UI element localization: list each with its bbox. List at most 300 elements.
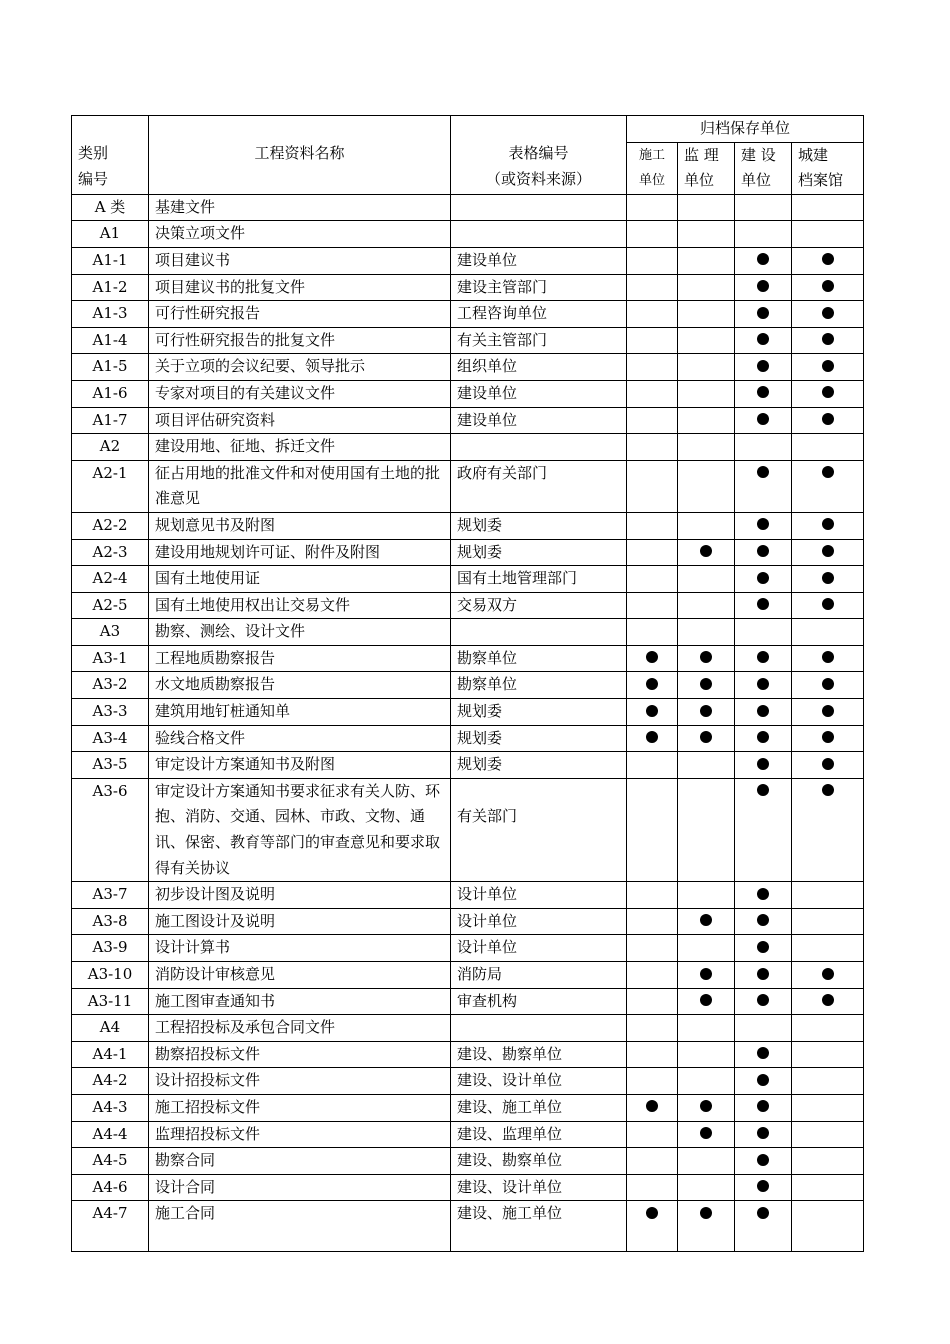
unit-header-owner xyxy=(735,142,792,194)
unit-header-construction-line1: 施工 xyxy=(638,147,665,163)
row-name: 规划意见书及附图 xyxy=(149,512,451,539)
mark-cell-construction xyxy=(627,672,678,699)
table-header xyxy=(72,116,864,195)
row-code: A1-7 xyxy=(72,407,149,434)
row-name: 勘察、测绘、设计文件 xyxy=(149,619,451,646)
filled-circle-icon xyxy=(822,968,834,980)
mark-cell-construction xyxy=(627,247,678,274)
row-name: 设计计算书 xyxy=(149,935,451,962)
mark-cell-construction xyxy=(627,645,678,672)
row-name: 施工图设计及说明 xyxy=(149,908,451,935)
mark-cell-city-archive xyxy=(792,988,864,1015)
row-name: 建设用地规划许可证、附件及附图 xyxy=(149,539,451,566)
filled-circle-icon xyxy=(757,1074,769,1086)
table-row xyxy=(72,882,864,909)
row-source xyxy=(451,221,627,248)
mark-cell-city-archive xyxy=(792,1201,864,1252)
mark-cell-construction xyxy=(627,725,678,752)
row-name: 国有土地使用证 xyxy=(149,566,451,593)
mark-cell-city-archive xyxy=(792,962,864,989)
filled-circle-icon xyxy=(822,466,834,478)
row-source: 国有土地管理部门 xyxy=(451,566,627,593)
mark-cell-city-archive xyxy=(792,301,864,328)
mark-cell-supervision xyxy=(678,460,735,512)
mark-cell-supervision xyxy=(678,619,735,646)
mark-cell-construction xyxy=(627,539,678,566)
filled-circle-icon xyxy=(757,1207,769,1219)
row-name: 审定设计方案通知书要求征求有关人防、环抱、消防、交通、园林、市政、文物、通讯、保密、教育等部门的审查意见和要求取得有关协议 xyxy=(149,778,451,881)
filled-circle-icon xyxy=(757,651,769,663)
form-no-header-line1: 表格编号 xyxy=(508,144,569,162)
mark-cell-supervision xyxy=(678,512,735,539)
mark-cell-supervision xyxy=(678,566,735,593)
mark-cell-city-archive xyxy=(792,539,864,566)
row-code: A4-1 xyxy=(72,1041,149,1068)
row-code: A3-7 xyxy=(72,882,149,909)
table-row xyxy=(72,407,864,434)
mark-cell-construction xyxy=(627,1148,678,1175)
filled-circle-icon xyxy=(757,994,769,1006)
filled-circle-icon xyxy=(700,1100,712,1112)
row-code: A3-8 xyxy=(72,908,149,935)
filled-circle-icon xyxy=(757,1100,769,1112)
filled-circle-icon xyxy=(757,333,769,345)
mark-cell-city-archive xyxy=(792,778,864,881)
mark-cell-owner xyxy=(735,194,792,221)
mark-cell-construction xyxy=(627,434,678,461)
row-source xyxy=(451,194,627,221)
unit-header-city-archive-line1: 城建 xyxy=(798,145,829,164)
filled-circle-icon xyxy=(757,731,769,743)
mark-cell-construction xyxy=(627,619,678,646)
mark-cell-supervision xyxy=(678,1094,735,1121)
table-row xyxy=(72,460,864,512)
mark-cell-construction xyxy=(627,1094,678,1121)
row-source: 规划委 xyxy=(451,699,627,726)
mark-cell-construction xyxy=(627,988,678,1015)
row-source: 建设单位 xyxy=(451,380,627,407)
filled-circle-icon xyxy=(822,413,834,425)
mark-cell-supervision xyxy=(678,908,735,935)
unit-header-supervision-line2: 单位 xyxy=(684,171,715,190)
mark-cell-city-archive xyxy=(792,619,864,646)
mark-cell-construction xyxy=(627,908,678,935)
row-name: 施工图审查通知书 xyxy=(149,988,451,1015)
mark-cell-owner xyxy=(735,1041,792,1068)
row-source: 设计单位 xyxy=(451,908,627,935)
mark-cell-construction xyxy=(627,354,678,381)
mark-cell-city-archive xyxy=(792,1174,864,1201)
mark-cell-construction xyxy=(627,1041,678,1068)
table-body xyxy=(72,194,864,1252)
mark-cell-supervision xyxy=(678,1068,735,1095)
row-name: 建设用地、征地、拆迁文件 xyxy=(149,434,451,461)
mark-cell-supervision xyxy=(678,539,735,566)
row-code: A4-5 xyxy=(72,1148,149,1175)
mark-cell-supervision xyxy=(678,935,735,962)
row-name: 勘察合同 xyxy=(149,1148,451,1175)
row-code: A4-3 xyxy=(72,1094,149,1121)
row-source: 设计单位 xyxy=(451,882,627,909)
mark-cell-owner xyxy=(735,380,792,407)
filled-circle-icon xyxy=(700,545,712,557)
mark-cell-city-archive xyxy=(792,194,864,221)
unit-header-city-archive xyxy=(792,142,864,194)
filled-circle-icon xyxy=(757,758,769,770)
mark-cell-city-archive xyxy=(792,327,864,354)
mark-cell-city-archive xyxy=(792,1041,864,1068)
mark-cell-supervision xyxy=(678,354,735,381)
mark-cell-owner xyxy=(735,407,792,434)
row-code: A1-4 xyxy=(72,327,149,354)
row-code: A3-4 xyxy=(72,725,149,752)
mark-cell-construction xyxy=(627,882,678,909)
name-header-label: 工程资料名称 xyxy=(254,144,345,162)
mark-cell-city-archive xyxy=(792,1148,864,1175)
mark-cell-supervision xyxy=(678,274,735,301)
filled-circle-icon xyxy=(822,598,834,610)
row-name: 监理招投标文件 xyxy=(149,1121,451,1148)
row-code: A4-2 xyxy=(72,1068,149,1095)
filled-circle-icon xyxy=(700,968,712,980)
mark-cell-city-archive xyxy=(792,247,864,274)
table-row xyxy=(72,699,864,726)
table-row xyxy=(72,725,864,752)
filled-circle-icon xyxy=(822,307,834,319)
filled-circle-icon xyxy=(757,1154,769,1166)
row-source xyxy=(451,619,627,646)
row-source: 勘察单位 xyxy=(451,672,627,699)
filled-circle-icon xyxy=(646,1100,658,1112)
mark-cell-owner xyxy=(735,725,792,752)
mark-cell-owner xyxy=(735,1148,792,1175)
row-code: A3-5 xyxy=(72,752,149,779)
table-row xyxy=(72,778,864,881)
filled-circle-icon xyxy=(757,572,769,584)
mark-cell-supervision xyxy=(678,1201,735,1252)
mark-cell-construction xyxy=(627,301,678,328)
row-name: 项目建议书的批复文件 xyxy=(149,274,451,301)
mark-cell-city-archive xyxy=(792,354,864,381)
row-name: 可行性研究报告的批复文件 xyxy=(149,327,451,354)
filled-circle-icon xyxy=(822,386,834,398)
mark-cell-supervision xyxy=(678,221,735,248)
row-name: 审定设计方案通知书及附图 xyxy=(149,752,451,779)
row-name: 项目评估研究资料 xyxy=(149,407,451,434)
mark-cell-construction xyxy=(627,380,678,407)
mark-cell-owner xyxy=(735,1015,792,1042)
mark-cell-supervision xyxy=(678,434,735,461)
mark-cell-city-archive xyxy=(792,566,864,593)
filled-circle-icon xyxy=(757,518,769,530)
row-name: 国有土地使用权出让交易文件 xyxy=(149,592,451,619)
mark-cell-supervision xyxy=(678,725,735,752)
unit-header-owner-line2: 单位 xyxy=(741,171,772,190)
filled-circle-icon xyxy=(700,731,712,743)
mark-cell-construction xyxy=(627,1201,678,1252)
mark-cell-supervision xyxy=(678,699,735,726)
mark-cell-city-archive xyxy=(792,908,864,935)
mark-cell-owner xyxy=(735,1068,792,1095)
mark-cell-construction xyxy=(627,1015,678,1042)
mark-cell-city-archive xyxy=(792,645,864,672)
row-name: 专家对项目的有关建议文件 xyxy=(149,380,451,407)
mark-cell-supervision xyxy=(678,1041,735,1068)
unit-header-construction-line2: 单位 xyxy=(638,173,665,189)
filled-circle-icon xyxy=(757,253,769,265)
filled-circle-icon xyxy=(757,914,769,926)
mark-cell-owner xyxy=(735,460,792,512)
mark-cell-city-archive xyxy=(792,699,864,726)
mark-cell-construction xyxy=(627,935,678,962)
unit-header-supervision-line1: 监 理 xyxy=(684,145,719,164)
mark-cell-owner xyxy=(735,327,792,354)
table-row xyxy=(72,194,864,221)
mark-cell-supervision xyxy=(678,301,735,328)
mark-cell-construction xyxy=(627,460,678,512)
mark-cell-owner xyxy=(735,752,792,779)
mark-cell-city-archive xyxy=(792,882,864,909)
mark-cell-construction xyxy=(627,699,678,726)
mark-cell-owner xyxy=(735,778,792,881)
mark-cell-owner xyxy=(735,301,792,328)
table-row xyxy=(72,274,864,301)
mark-cell-owner xyxy=(735,699,792,726)
mark-cell-city-archive xyxy=(792,1068,864,1095)
filled-circle-icon xyxy=(822,360,834,372)
row-source: 消防局 xyxy=(451,962,627,989)
mark-cell-construction xyxy=(627,592,678,619)
filled-circle-icon xyxy=(700,651,712,663)
row-source: 政府有关部门 xyxy=(451,460,627,512)
mark-cell-owner xyxy=(735,434,792,461)
table-row xyxy=(72,672,864,699)
row-code: A2-5 xyxy=(72,592,149,619)
table-row xyxy=(72,380,864,407)
mark-cell-city-archive xyxy=(792,1015,864,1042)
filled-circle-icon xyxy=(822,678,834,690)
filled-circle-icon xyxy=(757,705,769,717)
table-row xyxy=(72,1094,864,1121)
mark-cell-construction xyxy=(627,274,678,301)
mark-cell-supervision xyxy=(678,194,735,221)
mark-cell-construction xyxy=(627,1068,678,1095)
table-row xyxy=(72,434,864,461)
table-row xyxy=(72,1121,864,1148)
row-name: 工程地质勘察报告 xyxy=(149,645,451,672)
mark-cell-construction xyxy=(627,327,678,354)
filled-circle-icon xyxy=(700,914,712,926)
table-row xyxy=(72,354,864,381)
mark-cell-city-archive xyxy=(792,725,864,752)
filled-circle-icon xyxy=(822,518,834,530)
mark-cell-construction xyxy=(627,962,678,989)
mark-cell-city-archive xyxy=(792,672,864,699)
filled-circle-icon xyxy=(822,994,834,1006)
row-name: 基建文件 xyxy=(149,194,451,221)
row-source: 设计单位 xyxy=(451,935,627,962)
row-code: A3-9 xyxy=(72,935,149,962)
table-row xyxy=(72,327,864,354)
row-name: 设计招投标文件 xyxy=(149,1068,451,1095)
row-source: 建设单位 xyxy=(451,247,627,274)
mark-cell-construction xyxy=(627,1121,678,1148)
mark-cell-city-archive xyxy=(792,380,864,407)
row-code: A1-1 xyxy=(72,247,149,274)
row-code: A2-1 xyxy=(72,460,149,512)
row-source: 建设、设计单位 xyxy=(451,1174,627,1201)
table-row xyxy=(72,566,864,593)
row-code: A2-3 xyxy=(72,539,149,566)
table-row xyxy=(72,752,864,779)
mark-cell-owner xyxy=(735,1201,792,1252)
row-source: 规划委 xyxy=(451,752,627,779)
filled-circle-icon xyxy=(822,784,834,796)
mark-cell-supervision xyxy=(678,1121,735,1148)
archive-group-header: 归档保存单位 xyxy=(627,116,864,143)
mark-cell-construction xyxy=(627,752,678,779)
mark-cell-supervision xyxy=(678,988,735,1015)
table-row xyxy=(72,908,864,935)
mark-cell-owner xyxy=(735,882,792,909)
table-row xyxy=(72,619,864,646)
filled-circle-icon xyxy=(822,333,834,345)
table-row xyxy=(72,1201,864,1252)
filled-circle-icon xyxy=(822,731,834,743)
row-code: A1 xyxy=(72,221,149,248)
mark-cell-construction xyxy=(627,221,678,248)
filled-circle-icon xyxy=(757,1047,769,1059)
row-code: A3-10 xyxy=(72,962,149,989)
row-code: A4-6 xyxy=(72,1174,149,1201)
table-row xyxy=(72,301,864,328)
unit-header-construction xyxy=(627,142,678,194)
row-code: A3-6 xyxy=(72,778,149,881)
row-source: 工程咨询单位 xyxy=(451,301,627,328)
mark-cell-owner xyxy=(735,908,792,935)
row-name: 设计合同 xyxy=(149,1174,451,1201)
mark-cell-city-archive xyxy=(792,407,864,434)
row-code: A1-5 xyxy=(72,354,149,381)
row-code: A3 xyxy=(72,619,149,646)
table-row xyxy=(72,1015,864,1042)
table-row xyxy=(72,539,864,566)
mark-cell-construction xyxy=(627,407,678,434)
table-row xyxy=(72,1041,864,1068)
mark-cell-owner xyxy=(735,619,792,646)
row-name: 项目建议书 xyxy=(149,247,451,274)
row-name: 验线合格文件 xyxy=(149,725,451,752)
row-code: A4-7 xyxy=(72,1201,149,1252)
row-name: 初步设计图及说明 xyxy=(149,882,451,909)
filled-circle-icon xyxy=(822,280,834,292)
mark-cell-owner xyxy=(735,221,792,248)
row-source: 建设、勘察单位 xyxy=(451,1041,627,1068)
filled-circle-icon xyxy=(822,758,834,770)
filled-circle-icon xyxy=(757,678,769,690)
mark-cell-supervision xyxy=(678,380,735,407)
mark-cell-supervision xyxy=(678,1015,735,1042)
mark-cell-owner xyxy=(735,354,792,381)
table-row xyxy=(72,962,864,989)
filled-circle-icon xyxy=(757,386,769,398)
row-source xyxy=(451,434,627,461)
table-row xyxy=(72,988,864,1015)
filled-circle-icon xyxy=(757,545,769,557)
table-row xyxy=(72,221,864,248)
row-source: 建设、设计单位 xyxy=(451,1068,627,1095)
row-code: A3-11 xyxy=(72,988,149,1015)
row-source: 有关部门 xyxy=(451,778,627,881)
row-source: 有关主管部门 xyxy=(451,327,627,354)
form-no-header xyxy=(451,116,627,195)
filled-circle-icon xyxy=(700,678,712,690)
unit-header-supervision xyxy=(678,142,735,194)
row-source: 建设、监理单位 xyxy=(451,1121,627,1148)
filled-circle-icon xyxy=(757,1127,769,1139)
filled-circle-icon xyxy=(700,705,712,717)
filled-circle-icon xyxy=(757,1180,769,1192)
filled-circle-icon xyxy=(757,307,769,319)
mark-cell-city-archive xyxy=(792,512,864,539)
row-code: A1-2 xyxy=(72,274,149,301)
table-row xyxy=(72,247,864,274)
mark-cell-owner xyxy=(735,539,792,566)
filled-circle-icon xyxy=(757,941,769,953)
row-source: 组织单位 xyxy=(451,354,627,381)
unit-header-city-archive-line2: 档案馆 xyxy=(798,171,844,190)
filled-circle-icon xyxy=(757,888,769,900)
row-name: 建筑用地钉桩通知单 xyxy=(149,699,451,726)
row-code: A4-4 xyxy=(72,1121,149,1148)
archive-table xyxy=(71,115,864,1252)
table-row xyxy=(72,592,864,619)
mark-cell-supervision xyxy=(678,962,735,989)
filled-circle-icon xyxy=(646,678,658,690)
filled-circle-icon xyxy=(822,572,834,584)
mark-cell-owner xyxy=(735,274,792,301)
mark-cell-owner xyxy=(735,592,792,619)
row-name: 施工招投标文件 xyxy=(149,1094,451,1121)
mark-cell-owner xyxy=(735,247,792,274)
mark-cell-city-archive xyxy=(792,1094,864,1121)
mark-cell-city-archive xyxy=(792,221,864,248)
filled-circle-icon xyxy=(757,360,769,372)
mark-cell-city-archive xyxy=(792,592,864,619)
table-row xyxy=(72,935,864,962)
mark-cell-city-archive xyxy=(792,434,864,461)
mark-cell-city-archive xyxy=(792,274,864,301)
filled-circle-icon xyxy=(646,705,658,717)
row-source: 审查机构 xyxy=(451,988,627,1015)
mark-cell-owner xyxy=(735,962,792,989)
mark-cell-city-archive xyxy=(792,752,864,779)
row-source: 建设、施工单位 xyxy=(451,1201,627,1252)
row-name: 工程招投标及承包合同文件 xyxy=(149,1015,451,1042)
row-code: A3-2 xyxy=(72,672,149,699)
mark-cell-construction xyxy=(627,194,678,221)
mark-cell-supervision xyxy=(678,247,735,274)
filled-circle-icon xyxy=(757,784,769,796)
mark-cell-owner xyxy=(735,645,792,672)
filled-circle-icon xyxy=(700,1127,712,1139)
row-source: 规划委 xyxy=(451,725,627,752)
mark-cell-construction xyxy=(627,512,678,539)
table-row xyxy=(72,512,864,539)
table-row xyxy=(72,1068,864,1095)
mark-cell-owner xyxy=(735,988,792,1015)
row-source: 建设、勘察单位 xyxy=(451,1148,627,1175)
